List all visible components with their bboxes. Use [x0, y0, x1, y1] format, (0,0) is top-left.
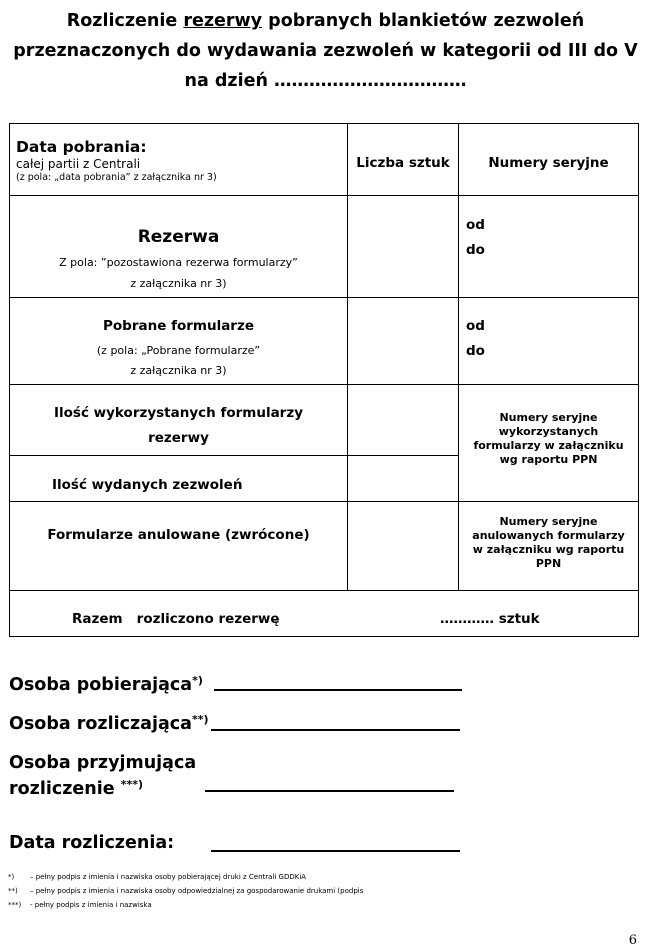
settling-person-label: Osoba rozliczająca**) [9, 713, 209, 734]
cancelled-serials-note: Numery seryjne anulowanych formularzy w załączniku wg raportu PPN [472, 515, 625, 570]
reserve-note-1: Z pola: ”pozostawiona rezerwa formularzy” [59, 256, 298, 269]
receiving-person-label: Osoba przyjmująca rozliczenie ***) [9, 753, 197, 799]
settlement-date-label: Data rozliczenia: [9, 833, 175, 853]
header-date-sub: całej partii z Centrali [16, 157, 141, 171]
table-row-divider-1 [9, 195, 639, 196]
table-row-divider-2 [9, 297, 639, 298]
table-border-bottom [9, 636, 639, 637]
table-row-divider-3 [9, 384, 639, 385]
table-divider-col1 [347, 123, 348, 590]
footnote-1: *) – pełny podpis z imienia i nazwiska osoby pobierającej druki z Centrali GDDKiA [8, 873, 307, 881]
collected-from-label: od [466, 318, 485, 334]
page-number: 6 [628, 933, 637, 948]
receiving-person-signature-line[interactable] [205, 790, 454, 792]
collecting-person-signature-line[interactable] [214, 689, 462, 691]
issued-label: Ilość wydanych zezwoleń [52, 477, 243, 493]
reserve-note-2: z załącznika nr 3) [130, 277, 227, 290]
header-date-note: (z pola: „data pobrania” z załącznika nr 3) [16, 172, 217, 183]
title-line-2: przeznaczonych do wydawania zezwoleń w kategorii od III do V [13, 41, 638, 61]
header-date-title: Data pobrania: [16, 138, 147, 156]
total-value: ………… sztuk [440, 611, 540, 627]
settlement-date-line[interactable] [211, 850, 460, 852]
used-label-line-1: Ilość wykorzystanych formularzy [54, 405, 303, 421]
collected-title: Pobrane formularze [103, 318, 254, 334]
reserve-to-label: do [466, 242, 485, 258]
footnote-3: ***) - pełny podpis z imienia i nazwiska [8, 901, 152, 909]
header-serials: Numery seryjne [488, 155, 609, 171]
header-count: Liczba sztuk [356, 155, 450, 171]
cancelled-label: Formularze anulowane (zwrócone) [47, 527, 310, 543]
table-row-divider-5 [9, 590, 639, 591]
collected-note-1: (z pola: „Pobrane formularze” [96, 344, 261, 357]
table-border-right [638, 123, 639, 637]
used-serials-note: Numery seryjne wykorzystanych formularzy w załączniku wg raportu PPN [473, 411, 624, 466]
reserve-from-label: od [466, 217, 485, 233]
footnote-2: **) – pełny podpis z imienia i nazwiska osoby odpowiedzialnej za gospodarowanie drukami (podpis [8, 887, 364, 895]
document-title [0, 6, 651, 96]
table-row-divider-4 [9, 501, 639, 502]
collected-to-label: do [466, 343, 485, 359]
collected-note-2: z załącznika nr 3) [130, 364, 227, 377]
reserve-title: Rezerwa [137, 227, 220, 247]
table-border-top [9, 123, 639, 124]
title-line-1: Rozliczenie rezerwy pobranych blankietów zezwoleń [66, 11, 585, 31]
title-underlined-word: rezerwy [183, 11, 263, 31]
settling-person-signature-line[interactable] [211, 729, 460, 731]
collecting-person-label: Osoba pobierająca*) [9, 674, 203, 695]
total-label: Razem rozliczono rezerwę [72, 611, 280, 627]
table-row-divider-3b [9, 455, 459, 456]
table-border-left [9, 123, 10, 637]
title-line-3: na dzień …………………………… [184, 71, 467, 91]
used-label-line-2: rezerwy [148, 430, 209, 446]
